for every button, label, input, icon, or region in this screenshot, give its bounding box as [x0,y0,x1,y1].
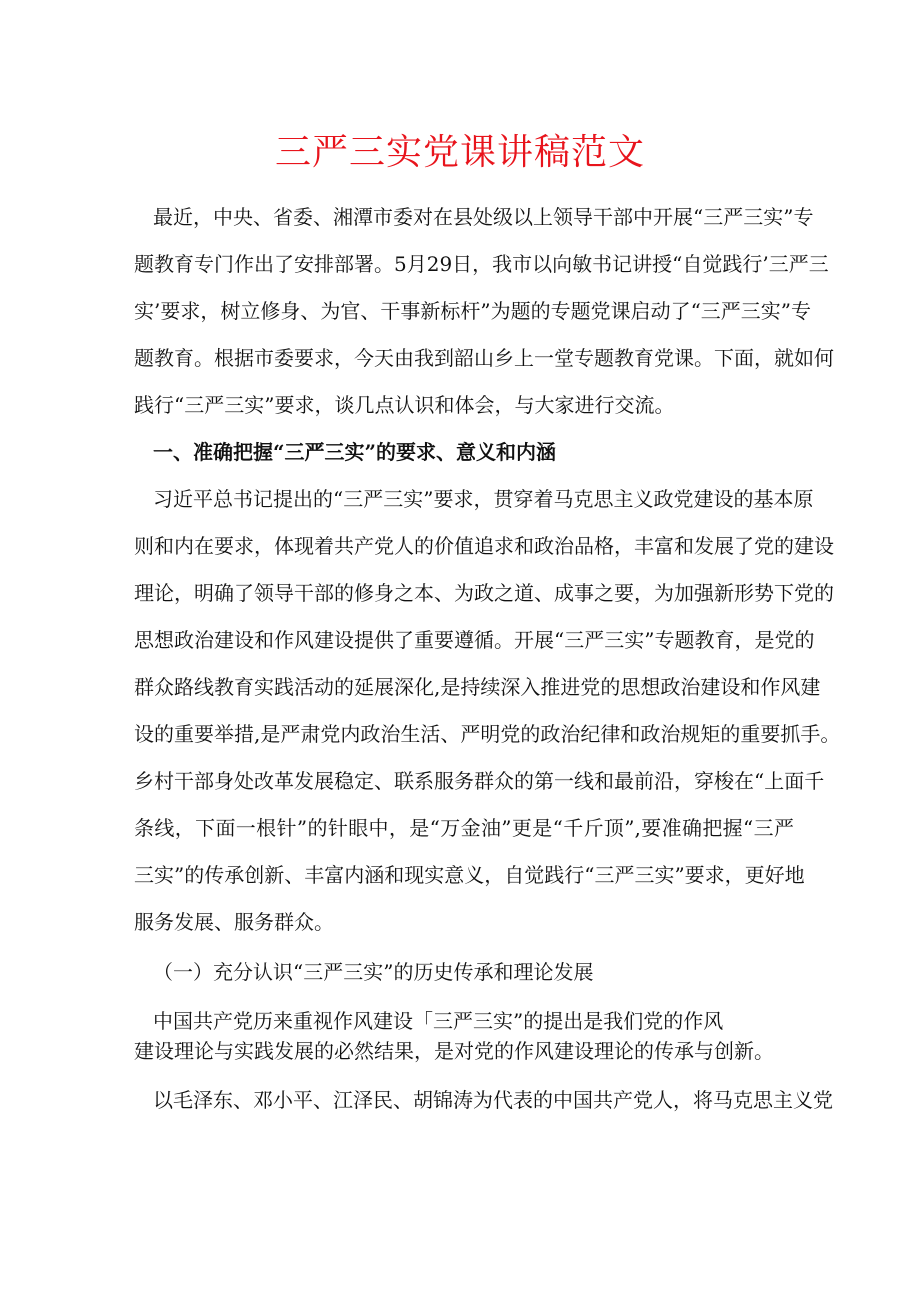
paragraph-3-line: 建设理论与实践发展的必然结果，是对党的作风建设理论的传承与创新。 [134,1039,774,1063]
paragraph-2-line: 思想政治建设和作风建设提供了重要遵循。开展“三严三实”专题教育，是党的 [134,628,815,652]
paragraph-1-line: 实’要求，树立修身、为官、干事新标杆”为题的专题党课启动了“三严三实”专 [134,299,812,323]
section-heading-2: （一）充分认识“三严三实”的历史传承和理论发展 [153,960,594,984]
paragraph-1-line: 题教育。根据市委要求，今天由我到韶山乡上一堂专题教育党课。下面，就如何 [134,346,834,370]
paragraph-2-line: 乡村干部身处改革发展稳定、联系服务群众的第一线和最前沿，穿梭在“上面千 [134,769,825,793]
paragraph-2-line: 服务发展、服务群众。 [134,910,334,934]
paragraph-2-line: 群众路线教育实践活动的延展深化,是持续深入推进党的思想政治建设和作风建 [134,675,821,699]
section-heading-1: 一、准确把握“三严三实”的要求、意义和内涵 [153,440,557,464]
paragraph-2-line: 理论，明确了领导干部的修身之本、为政之道、成事之要，为加强新形势下党的 [134,581,834,605]
paragraph-1-line: 最近，中央、省委、湘潭市委对在县处级以上领导干部中开展“三严三实”专 [153,205,814,229]
paragraph-2-line: 三实”的传承创新、丰富内涵和现实意义，自觉践行“三严三实”要求，更好地 [134,863,805,887]
paragraph-2-line: 习近平总书记提出的“三严三实”要求，贯穿着马克思主义政党建设的基本原 [153,487,814,511]
document-title: 三严三实党课讲稿范文 [274,132,645,173]
paragraph-2-line: 条线，下面一根针”的针眼中，是“万金油”更是“千斤顶”,要准确把握“三严 [134,816,794,840]
paragraph-1-line: 题教育专门作出了安排部署。5月29日，我市以向敏书记讲授“自觉践行’三严三 [134,252,829,276]
paragraph-3-line: 中国共产党历来重视作风建设「三严三实”的提出是我们党的作风 [153,1009,724,1033]
paragraph-4-line: 以毛泽东、邓小平、江泽民、胡锦涛为代表的中国共产党人，将马克思主义党 [153,1088,833,1112]
paragraph-1-line: 践行“三严三实”要求，谈几点认识和体会，与大家进行交流。 [134,393,675,417]
paragraph-2-line: 设的重要举措,是严肃党内政治生活、严明党的政治纪律和政治规矩的重要抓手。 [134,722,841,746]
paragraph-2-line: 则和内在要求，体现着共产党人的价值追求和政治品格，丰富和发展了党的建设 [134,534,834,558]
